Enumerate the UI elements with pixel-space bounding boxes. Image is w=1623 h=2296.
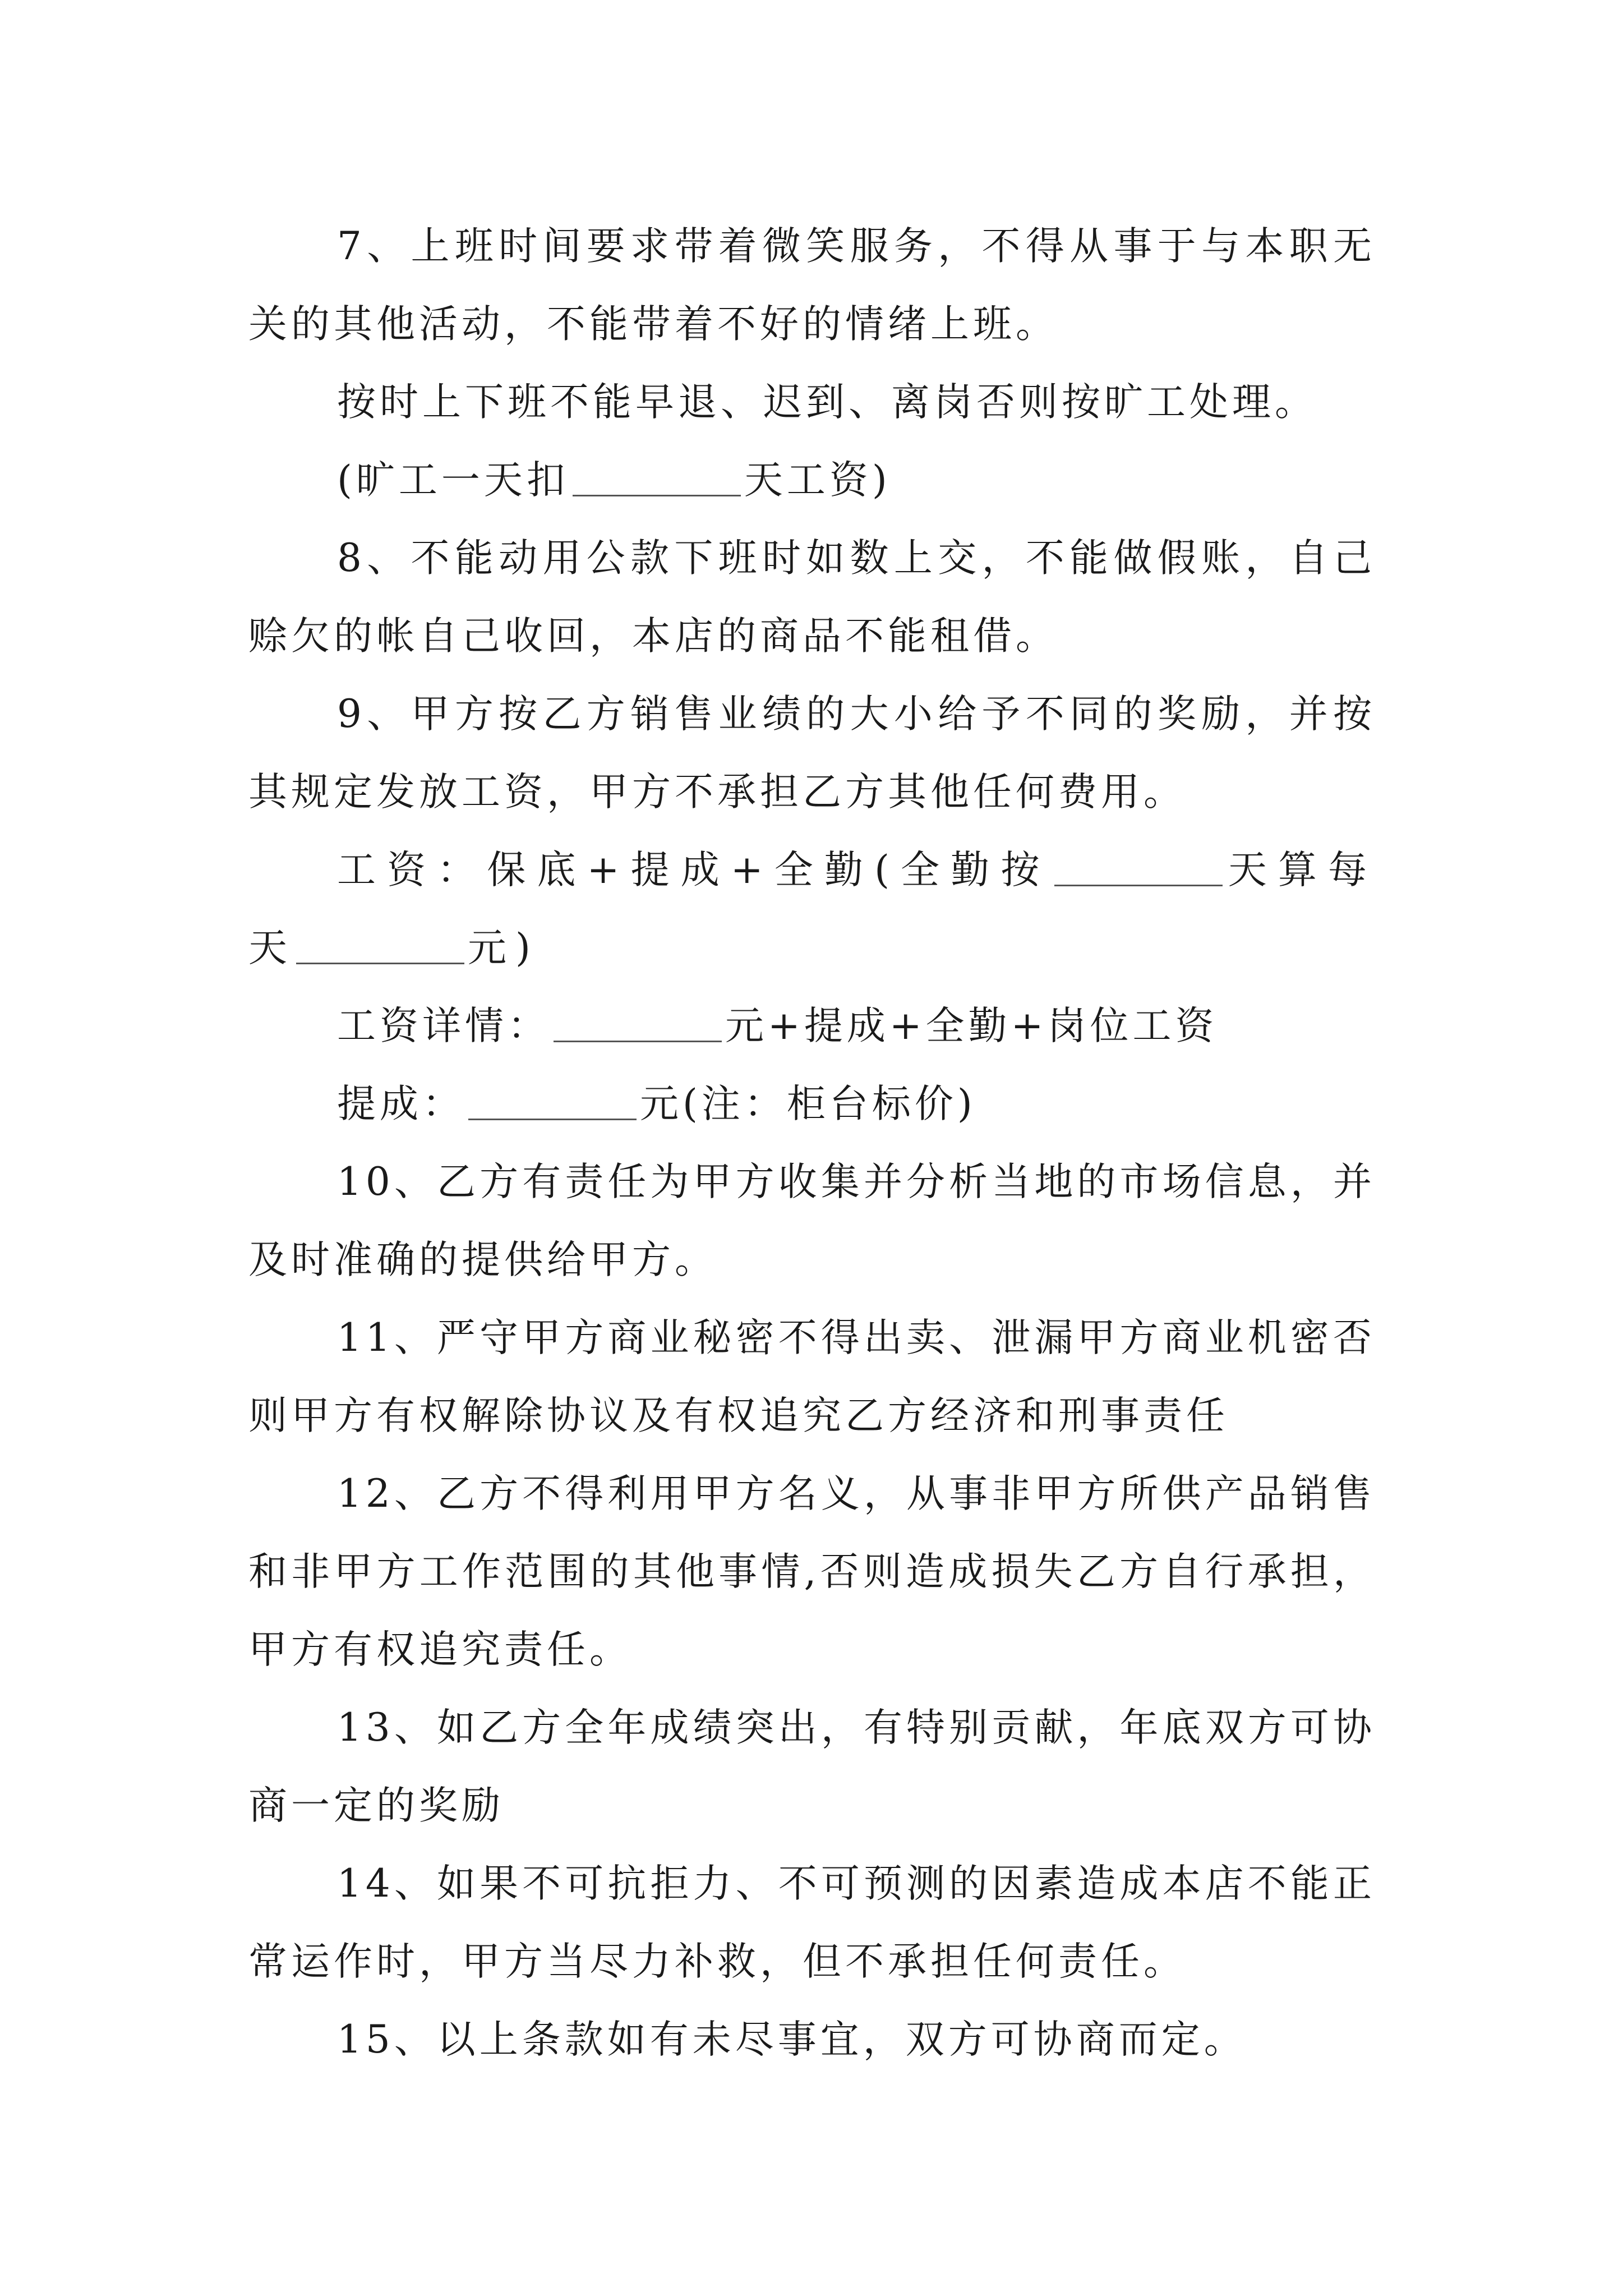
commission-prefix: 提成： <box>337 1082 465 1126</box>
clause-12: 12、乙方不得利用甲方名义，从事非甲方所供产品销售和非甲方工作范围的其他事情,否则造成损失乙方自行承担，甲方有权追究责任。 <box>248 1471 1376 1672</box>
clause-10: 10、乙方有责任为甲方收集并分析当地的市场信息，并及时准确的提供给甲方。 <box>248 1159 1376 1282</box>
daily-amount-blank <box>296 924 464 964</box>
attendance-days-blank <box>1054 846 1223 886</box>
absence-days-blank <box>573 456 741 496</box>
salary-structure-prefix: 工资：保底+提成+全勤(全勤按 <box>337 848 1051 892</box>
absence-deduction-suffix: 天工资) <box>744 458 891 503</box>
salary-structure-middle: 天算每天 <box>248 848 1376 970</box>
clause-15: 15、以上条款如有未尽事宜，双方可协商而定。 <box>337 2017 1247 2062</box>
clause-7-attendance: 按时上下班不能早退、迟到、离岗否则按旷工处理。 <box>337 380 1317 425</box>
commission-suffix: 元(注：柜台标价) <box>640 1082 976 1126</box>
clause-8: 8、不能动用公款下班时如数上交，不能做假账，自己赊欠的帐自己收回，本店的商品不能租借。 <box>248 536 1376 659</box>
clause-14: 14、如果不可抗拒力、不可预测的因素造成本店不能正常运作时，甲方当尽力补救，但不承担任何责任。 <box>248 1861 1376 1984</box>
commission-amount-blank <box>468 1080 637 1120</box>
clause-9-salary-details <box>248 987 1376 1065</box>
clause-7-absence-deduction <box>248 441 1376 519</box>
clause-11: 11、严守甲方商业秘密不得出卖、泄漏甲方商业机密否则甲方有权解除协议及有权追究乙方经济和刑事责任 <box>248 1315 1376 1438</box>
base-salary-blank <box>554 1002 722 1042</box>
salary-structure-suffix: 元) <box>468 926 540 970</box>
absence-deduction-prefix: (旷工一天扣 <box>337 458 569 503</box>
salary-details-suffix: 元+提成+全勤+岗位工资 <box>725 1004 1218 1048</box>
clause-9-salary-structure <box>248 831 1376 987</box>
salary-details-prefix: 工资详情： <box>337 1004 550 1048</box>
clause-7: 7、上班时间要求带着微笑服务，不得从事于与本职无关的其他活动，不能带着不好的情绪上班。 <box>248 224 1376 347</box>
clause-13: 13、如乙方全年成绩突出，有特别贡献，年底双方可协商一定的奖励 <box>248 1705 1376 1828</box>
document-body <box>248 208 1376 2079</box>
clause-9: 9、甲方按乙方销售业绩的大小给予不同的奖励，并按其规定发放工资，甲方不承担乙方其他任何费用。 <box>248 692 1376 815</box>
clause-9-commission <box>248 1065 1376 1143</box>
